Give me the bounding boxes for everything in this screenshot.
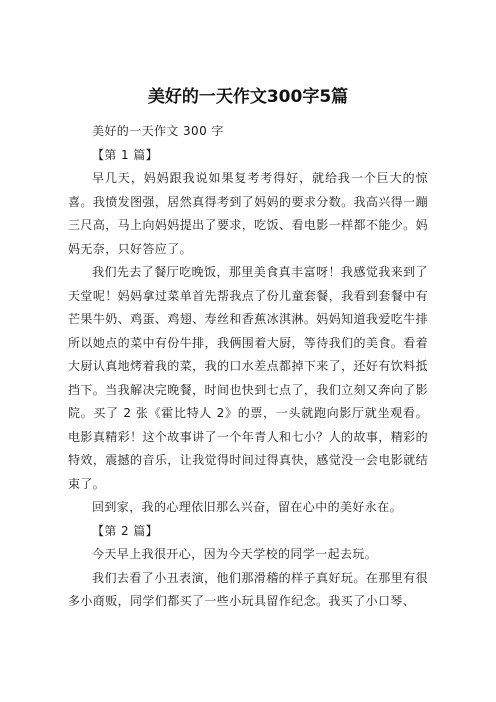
paragraph: 我们先去了餐厅吃晚饭，那里美食真丰富呀！我感觉我来到了天堂呢！妈妈拿过菜单首先帮我点了份儿童套餐，我看到套餐中有芒果牛奶、鸡蛋、鸡翅、寿丝和香蕉冰淇淋。妈妈知道我爱吃牛排所以她点的菜中有份牛排，我俩围着大厨，等待我们的美食。看着大厨认真地烤着我的菜，我的口水差点都掉下来了，还好有饮料抵挡下。当我解决完晚餐，时间也快到七点了，我们立刻又奔向了影院。买了 2 张《霍比特人 2》的票，一头就跑向影厅就坐观看。电影真精彩！这个故事讲了一个年青人和七小？人的故事，精彩的特效，震撼的音乐，让我觉得时间过得真快，感觉没一会电影就结束了。	[68, 265, 428, 491]
document-subtitle: 美好的一天作文 300 字	[92, 124, 224, 138]
section-heading-1: 【第 1 篇】	[92, 147, 159, 162]
paragraph: 今天早上我很开心，因为今天学校的同学一起去玩。	[92, 547, 378, 561]
section-heading-2: 【第 2 篇】	[92, 523, 159, 538]
document-title: 美好的一天作文300字5篇	[147, 87, 349, 107]
document-body	[68, 120, 428, 614]
paragraph: 回到家，我的心理依旧那么兴奋，留在心中的美好永在。	[92, 500, 403, 514]
paragraph: 早几天，妈妈跟我说如果复考考得好，就给我一个巨大的惊喜。我愤发图强，居然真得考到了妈妈的要求分数。我高兴得一蹦三尺高，马上向妈妈提出了要求，吃饭、看电影一样都不能少。妈妈无奈，只好答应了。	[68, 171, 428, 256]
paragraph: 我们去看了小丑表演，他们那滑稽的样子真好玩。在那里有很多小商贩，同学们都买了一些小玩具留作纪念。我买了小口琴、	[68, 570, 428, 608]
